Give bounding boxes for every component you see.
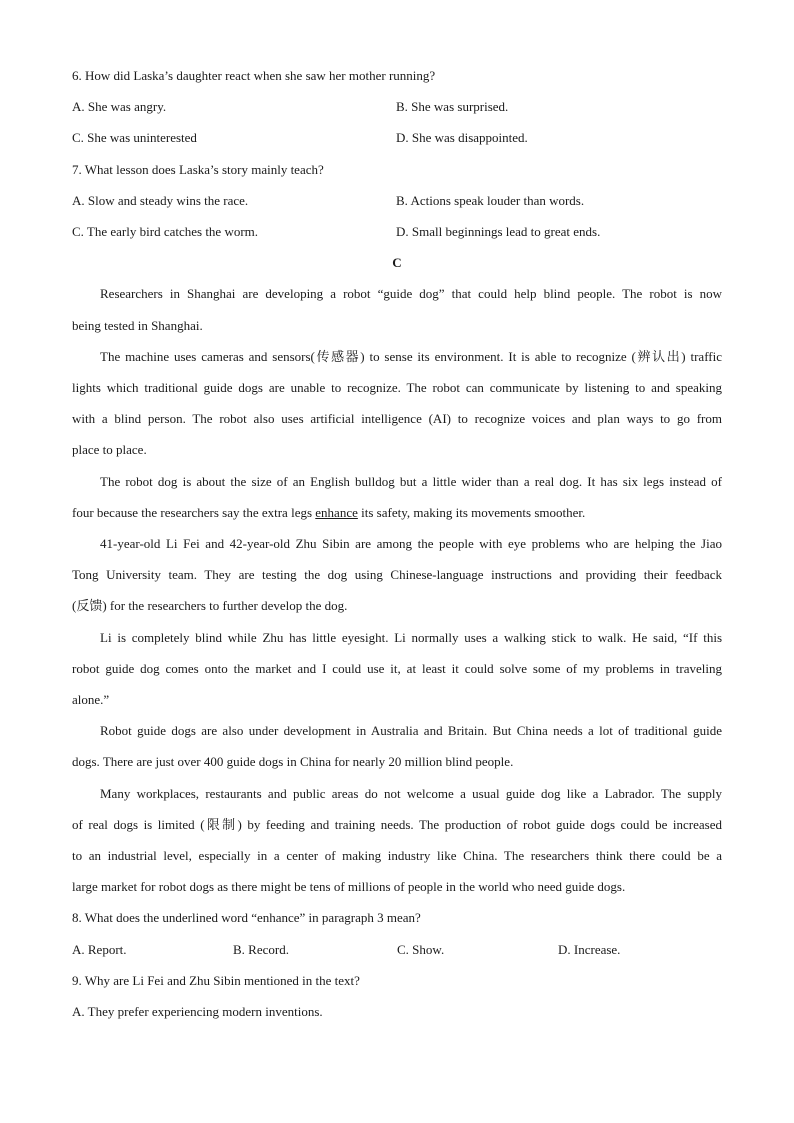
paragraph-line: Robot guide dogs are also under development in Australia and Britain. But China needs a lot of traditional guide xyxy=(100,723,722,739)
paragraph-line: Researchers in Shanghai are developing a robot “guide dog” that could help blind people. The robot is now xyxy=(100,286,722,302)
paragraph-text: four because the researchers say the extra legs xyxy=(72,504,316,520)
paragraph-text: its safety, making its movements smoother. xyxy=(357,504,586,520)
question-9-option-a: A. They prefer experiencing modern inventions. xyxy=(72,1003,323,1019)
question-8-option-d: D. Increase. xyxy=(558,941,621,957)
paragraph-line: lights which traditional guide dogs are unable to recognize. The robot can communicate by listening to and speaking xyxy=(72,379,722,395)
paragraph-line: robot guide dog comes onto the market and I could use it, at least it could solve some of my problems in traveling xyxy=(72,660,722,676)
question-7-option-d: D. Small beginnings lead to great ends. xyxy=(396,223,601,239)
passage-paragraph-1 xyxy=(72,278,722,340)
paragraph-line: of real dogs is limited (限制) by feeding and training needs. The production of robot guide dogs could be increased xyxy=(72,816,722,832)
question-6-option-c: C. She was uninterested xyxy=(72,130,197,146)
paragraph-line: alone.” xyxy=(72,691,110,707)
question-6-options-row-1 xyxy=(72,91,722,122)
question-6-option-a: A. She was angry. xyxy=(72,99,167,115)
paragraph-line: The robot dog is about the size of an English bulldog but a little wider than a real dog. It has six legs instead of xyxy=(100,473,722,489)
paragraph-line: (反馈) for the researchers to further develop the dog. xyxy=(72,598,348,614)
question-8-options-row xyxy=(72,934,722,965)
question-8-option-c: C. Show. xyxy=(397,941,445,957)
paragraph-line: The machine uses cameras and sensors(传感器) to sense its environment. It is able to recognize (辨认出) traffic xyxy=(100,348,722,364)
question-7-options-row-1 xyxy=(72,185,722,216)
passage-paragraph-2 xyxy=(72,341,722,466)
passage-paragraph-5 xyxy=(72,622,722,716)
paragraph-line: Many workplaces, restaurants and public areas do not welcome a usual guide dog like a Labrador. The supply xyxy=(100,785,722,801)
paragraph-line: Tong University team. They are testing the dog using Chinese-language instructions and providing their feedback xyxy=(72,567,722,583)
passage-paragraph-4 xyxy=(72,528,722,622)
paragraph-line: 41-year-old Li Fei and 42-year-old Zhu Sibin are among the people with eye problems who are helping the Jiao xyxy=(100,535,722,551)
passage-paragraph-6 xyxy=(72,715,722,777)
question-9-stem: 9. Why are Li Fei and Zhu Sibin mentioned in the text? xyxy=(72,972,360,988)
question-8-option-b: B. Record. xyxy=(233,941,289,957)
section-c-title: C xyxy=(392,255,402,271)
paragraph-line: dogs. There are just over 400 guide dogs in China for nearly 20 million blind people. xyxy=(72,754,514,770)
paragraph-line xyxy=(72,497,722,528)
paragraph-line: with a blind person. The robot also uses artificial intelligence (AI) to recognize voices and plan ways to go from xyxy=(72,411,722,427)
paragraph-line: Li is completely blind while Zhu has little eyesight. Li normally uses a walking stick to walk. He said, “If this xyxy=(100,629,722,645)
paragraph-line: to an industrial level, especially in a center of making industry like China. The researchers think there could be a xyxy=(72,847,722,863)
question-6-option-b: B. She was surprised. xyxy=(396,99,509,115)
underlined-word-enhance: enhance xyxy=(315,504,358,520)
passage-paragraph-7 xyxy=(72,778,722,903)
paragraph-line: place to place. xyxy=(72,442,147,458)
question-7-options-row-2 xyxy=(72,216,722,247)
question-7-option-b: B. Actions speak louder than words. xyxy=(396,192,585,208)
question-8-stem: 8. What does the underlined word “enhance” in paragraph 3 mean? xyxy=(72,910,421,926)
question-8-option-a: A. Report. xyxy=(72,941,127,957)
question-6-option-d: D. She was disappointed. xyxy=(396,130,528,146)
exam-page xyxy=(72,60,722,1027)
paragraph-line: large market for robot dogs as there might be tens of millions of people in the world who need guide dogs. xyxy=(72,879,626,895)
question-7-stem: 7. What lesson does Laska’s story mainly teach? xyxy=(72,161,324,177)
paragraph-line: being tested in Shanghai. xyxy=(72,317,203,333)
question-6-stem: 6. How did Laska’s daughter react when she saw her mother running? xyxy=(72,68,436,83)
question-7-option-a: A. Slow and steady wins the race. xyxy=(72,192,249,208)
question-6-options-row-2 xyxy=(72,122,722,153)
passage-paragraph-3 xyxy=(72,466,722,528)
question-7-option-c: C. The early bird catches the worm. xyxy=(72,223,259,239)
